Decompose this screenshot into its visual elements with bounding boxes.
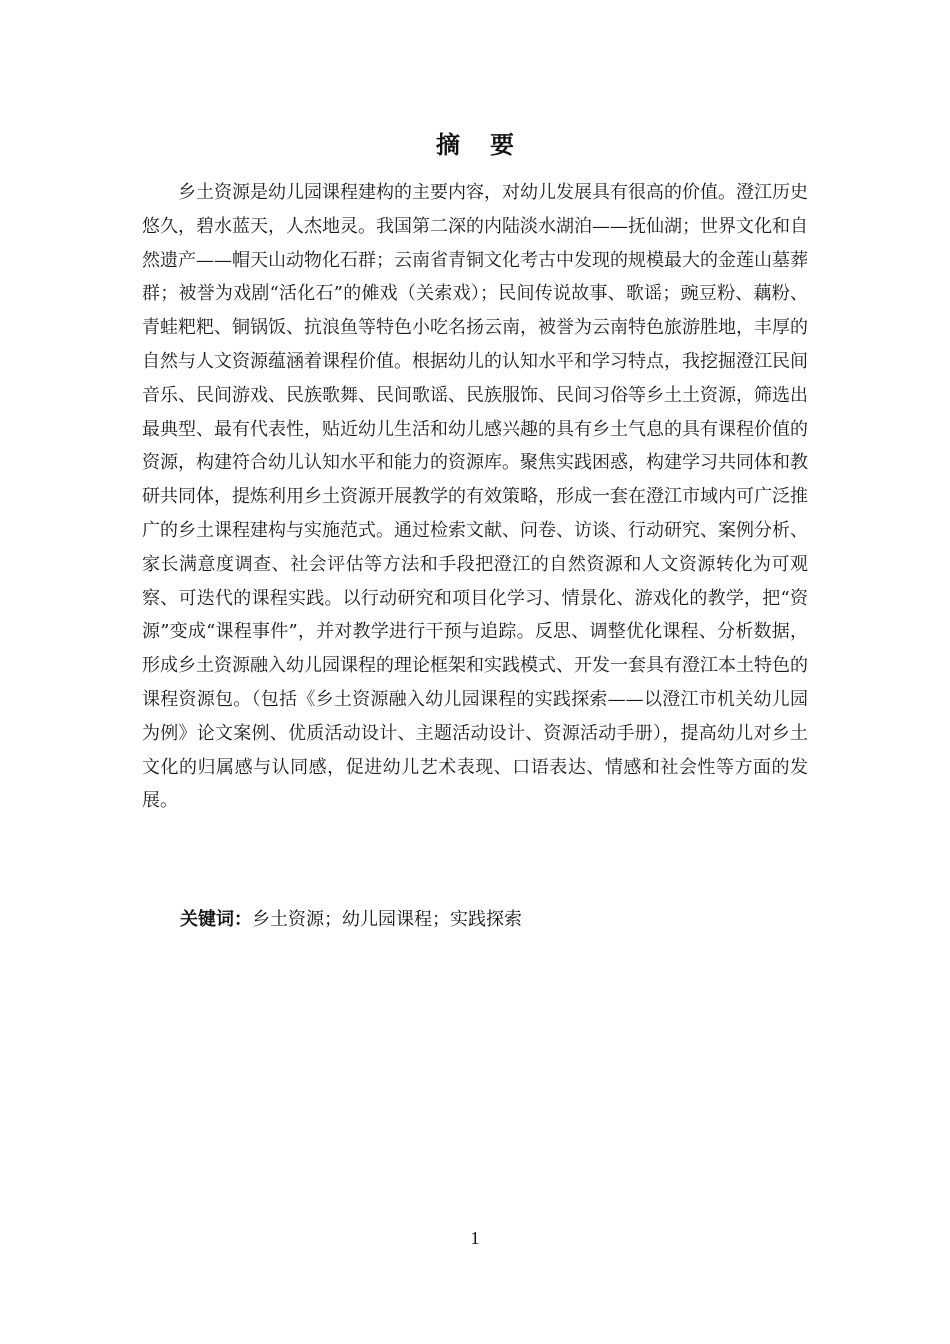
keywords-label: 关键词： [180,909,252,930]
page-number: 1 [470,1228,480,1248]
abstract-paragraph: 乡土资源是幼儿园课程建构的主要内容，对幼儿发展具有很高的价值。澄江历史悠久，碧水蓝天，人杰地灵。我国第二深的内陆淡水湖泊——抚仙湖；世界文化和自然遗产——帽天山动物化石群；云南省青铜文化考古中发现的规模最大的金莲山墓葬群；被誉为戏剧“活化石”的傩戏（关索戏）；民间传说故事、歌谣；豌豆粉、藕粉、青蛙粑粑、铜锅饭、抗浪鱼等特色小吃名扬云南，被誉为云南特色旅游胜地，丰厚的自然与人文资源蕴涵着课程价值。根据幼儿的认知水平和学习特点，我挖掘澄江民间音乐、民间游戏、民族歌舞、民间歌谣、民族服饰、民间习俗等乡土土资源，筛选出最典型、最有代表性，贴近幼儿生活和幼儿感兴趣的具有乡土气息的具有课程价值的资源，构建符合幼儿认知水平和能力的资源库。聚焦实践困惑，构建学习共同体和教研共同体，提炼利用乡土资源开展教学的有效策略，形成一套在澄江市域内可广泛推广的乡土课程建构与实施范式。通过检索文献、问卷、访谈、行动研究、案例分析、家长满意度调查、社会评估等方法和手段把澄江的自然资源和人文资源转化为可观察、可迭代的课程实践。以行动研究和项目化学习、情景化、游戏化的教学，把“资源”变成“课程事件”，并对教学进行干预与追踪。反思、调整优化课程、分析数据，形成乡土资源融入幼儿园课程的理论框架和实践模式、开发一套具有澄江本土特色的课程资源包。（包括《乡土资源融入幼儿园课程的实践探索——以澄江市机关幼儿园为例》论文案例、优质活动设计、主题活动设计、资源活动手册），提高幼儿对乡土文化的归属感与认同感，促进幼儿艺术表现、口语表达、情感和社会性等方面的发展。 [142,182,808,812]
keywords-line [180,906,522,934]
abstract-title: 摘要 [436,131,544,159]
keywords-value: 乡土资源；幼儿园课程；实践探索 [252,909,522,930]
